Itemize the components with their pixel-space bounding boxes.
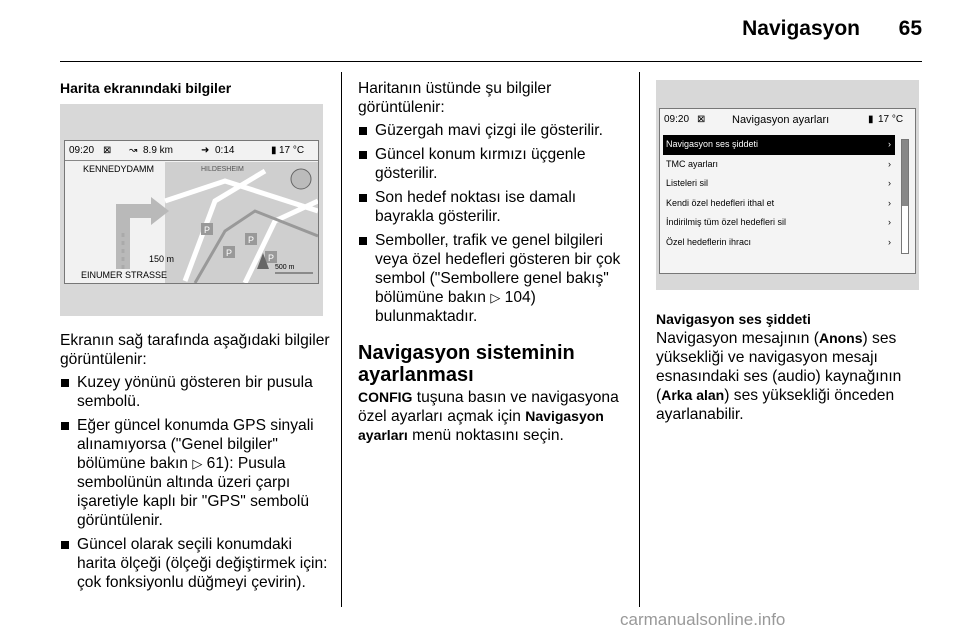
list-item: Semboller, trafik ve genel bilgileri veya özel hedefleri gösteren bir çok sembol ("Sembollere genel bakış" bölümüne bakın ▷ 104) bulunmaktadır. — [358, 231, 633, 326]
middle-column — [358, 79, 633, 445]
bullet-icon — [61, 422, 69, 430]
chevron-right-icon: › — [888, 178, 891, 188]
list-item: Güncel konum kırmızı üçgenle gösterilir. — [358, 145, 633, 183]
list-item: Güzergah mavi çizgi ile gösterilir. — [358, 121, 633, 140]
city-label: HILDESHEIM — [201, 166, 244, 173]
svg-text:P: P — [204, 225, 211, 235]
svg-text:P: P — [268, 253, 275, 263]
map-display — [64, 140, 319, 284]
bullet-icon — [359, 127, 367, 135]
bullet-icon — [61, 379, 69, 387]
config-key-label: CONFIG — [358, 389, 413, 405]
bullet-icon — [61, 541, 69, 549]
subheading-volume: Navigasyon ses şiddeti — [656, 311, 811, 327]
column-divider-right — [639, 72, 640, 607]
list-item: Son hedef noktası ise damalı bayrakla gösterilir. — [358, 188, 633, 226]
menu-item-volume[interactable]: Navigasyon ses şiddeti › — [663, 135, 895, 155]
header-rule — [60, 61, 922, 62]
settings-menu — [663, 135, 895, 252]
arrival-icon: ➜ — [201, 145, 210, 156]
svg-text:P: P — [226, 248, 233, 258]
clock: 09:20 — [664, 114, 690, 125]
street-name-bottom: EINUMER STRASSE — [81, 270, 168, 280]
left-column-text — [60, 331, 330, 597]
time-remaining: 0:14 — [215, 145, 235, 156]
menu-scrollbar[interactable] — [901, 139, 909, 254]
menu-item-delete-pois[interactable]: İndirilmiş tüm özel hedefleri sil › — [663, 213, 895, 233]
bullet-list — [358, 121, 633, 326]
section-heading-map-info: Harita ekranındaki bilgiler — [60, 80, 232, 96]
chevron-right-icon: › — [888, 197, 891, 208]
bullet-icon — [359, 194, 367, 202]
temperature: 17 °C — [878, 114, 904, 125]
config-instructions: CONFIG tuşuna basın ve navigasyona özel ayarları açmak için Navigasyon ayarları menü noktasını seçin. — [358, 389, 619, 444]
turn-distance: 150 m — [149, 254, 175, 264]
background-label: Arka alan — [661, 387, 725, 403]
list-item: Güncel olarak seçili konumdaki harita ölçeği (ölçeği değiştirmek için: çok fonksiyonlu düğmeyi çevirin). — [60, 535, 330, 592]
screen-title: Navigasyon ayarları — [732, 114, 830, 126]
street-name-top: KENNEDYDAMM — [83, 164, 155, 174]
bullet-list — [60, 373, 330, 592]
clock: 09:20 — [69, 145, 95, 156]
svg-text:P: P — [248, 235, 255, 245]
thermometer-icon: ▮ — [868, 114, 874, 125]
list-item: Kuzey yönünü gösteren bir pusula sembolü. — [60, 373, 330, 411]
map-screen-image — [60, 104, 323, 316]
intro-text: Ekranın sağ tarafında aşağıdaki bilgiler görüntülenir: — [60, 332, 330, 368]
map-status-bar — [65, 141, 318, 161]
bullet-icon — [359, 151, 367, 159]
distance-remaining: 8.9 km — [143, 145, 174, 156]
page-header-title: Navigasyon — [742, 17, 860, 40]
menu-item-clear-lists[interactable]: Listeleri sil › — [663, 174, 895, 194]
route-icon: ↝ — [129, 145, 138, 156]
chevron-right-icon: › — [888, 139, 891, 149]
settings-title-bar — [660, 109, 915, 131]
scrollbar-thumb[interactable] — [902, 140, 908, 206]
list-item: Eğer güncel konumda GPS sinyali alınamıyorsa ("Genel bilgiler" bölümüne bakın ▷ 61): Pusula sembolünün altında üzeri çarpı işaretiyle kaplı bir "GPS" sembolü görüntülenir. — [60, 416, 330, 530]
announcement-label: Anons — [818, 330, 863, 346]
chevron-right-icon: › — [888, 217, 891, 227]
bullet-icon — [359, 237, 367, 245]
thermometer-icon: ▮ — [271, 145, 277, 156]
reference-arrow-icon: ▷ — [490, 290, 501, 305]
reference-arrow-icon: ▷ — [192, 456, 203, 471]
settings-display — [659, 108, 916, 274]
page-number: 65 — [898, 17, 922, 40]
compass-icon: ⊠ — [697, 114, 706, 125]
settings-screen-image — [656, 80, 919, 290]
temperature: 17 °C — [279, 145, 305, 156]
watermark: carmanualsonline.info — [620, 610, 786, 629]
section-title: Navigasyon sisteminin ayarlanması — [358, 342, 575, 386]
menu-item-import-pois[interactable]: Kendi özel hedefleri ithal et › — [663, 194, 895, 214]
right-column-text — [656, 310, 926, 424]
volume-description: Navigasyon mesajının (Anons) ses yüksekliği ve navigasyon mesajı esnasındaki ses (audio) kaynağının (Arka alan) ses yüksekliği önceden ayarlanabilir. — [656, 330, 902, 423]
compass-icon: ⊠ — [103, 145, 112, 156]
menu-item-tmc[interactable]: TMC ayarları › — [663, 155, 895, 175]
chevron-right-icon: › — [888, 236, 891, 247]
column-divider-left — [341, 72, 342, 607]
intro-text: Haritanın üstünde şu bilgiler görüntülenir: — [358, 80, 552, 116]
left-column — [60, 79, 330, 98]
chevron-right-icon: › — [888, 158, 891, 169]
menu-item-export-pois[interactable]: Özel hedeflerin ihracı › — [663, 233, 895, 253]
map-scale: 500 m — [275, 264, 295, 271]
menu-item-label: Navigasyon ayarları — [358, 408, 604, 443]
map-graphic — [65, 141, 318, 283]
